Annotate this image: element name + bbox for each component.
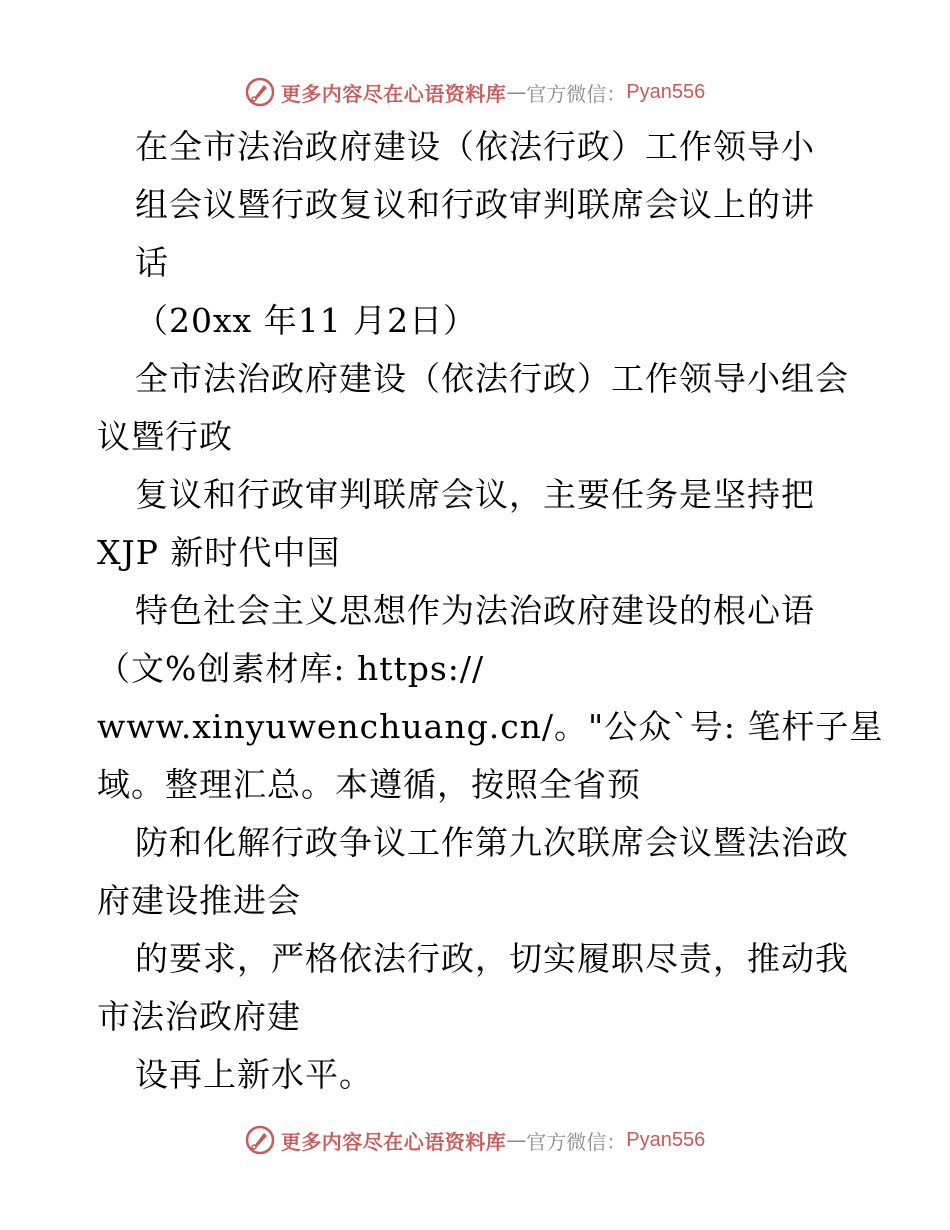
- title-line-2: 组会议暨行政复议和行政审判联席会议上的讲: [135, 185, 815, 224]
- title-line-3: 话: [135, 243, 169, 282]
- paragraph-line: 的要求，严格依法行政，切实履职尽责，推动我: [135, 939, 849, 978]
- watermark-separator: —: [506, 80, 527, 104]
- watermark-separator: —: [506, 1128, 527, 1152]
- paragraph-line: XJP 新时代中国: [97, 533, 341, 572]
- paragraph-line: www.xinyuwenchuang.cn/。"公众`号: 笔杆子星: [97, 707, 884, 746]
- date-line: （20xx 年11 月2日）: [135, 301, 478, 340]
- paragraph-line: 全市法治政府建设（依法行政）工作领导小组会: [135, 359, 849, 398]
- pen-nib-logo-icon: [245, 77, 275, 107]
- paragraph-line: 复议和行政审判联席会议，主要任务是坚持把: [135, 475, 815, 514]
- paragraph-line: 设再上新水平。: [135, 1055, 373, 1094]
- watermark-text: 更多内容尽在心语资料库: [280, 1129, 507, 1154]
- watermark-wechat-id: Pyan556: [626, 80, 706, 103]
- watermark-text: 更多内容尽在心语资料库: [280, 81, 507, 106]
- header-watermark: [0, 72, 950, 112]
- paragraph-line: 府建设推进会: [97, 881, 301, 920]
- paragraph-line: 特色社会主义思想作为法治政府建设的根心语: [135, 591, 815, 630]
- watermark-wechat-label: 官方微信：: [526, 81, 627, 106]
- paragraph-line: 议暨行政: [97, 417, 233, 456]
- paragraph-line: 防和化解行政争议工作第九次联席会议暨法治政: [135, 823, 849, 862]
- watermark-wechat-label: 官方微信：: [526, 1129, 627, 1154]
- footer-watermark: [0, 1120, 950, 1160]
- pen-nib-logo-icon: [245, 1125, 275, 1155]
- paragraph-line: （文%创素材库: https://: [97, 649, 485, 688]
- title-line-1: 在全市法治政府建设（依法行政）工作领导小: [135, 127, 815, 166]
- paragraph-line: 市法治政府建: [97, 997, 301, 1036]
- paragraph-line: 域。整理汇总。本遵循，按照全省预: [97, 765, 641, 804]
- watermark-wechat-id: Pyan556: [626, 1128, 706, 1151]
